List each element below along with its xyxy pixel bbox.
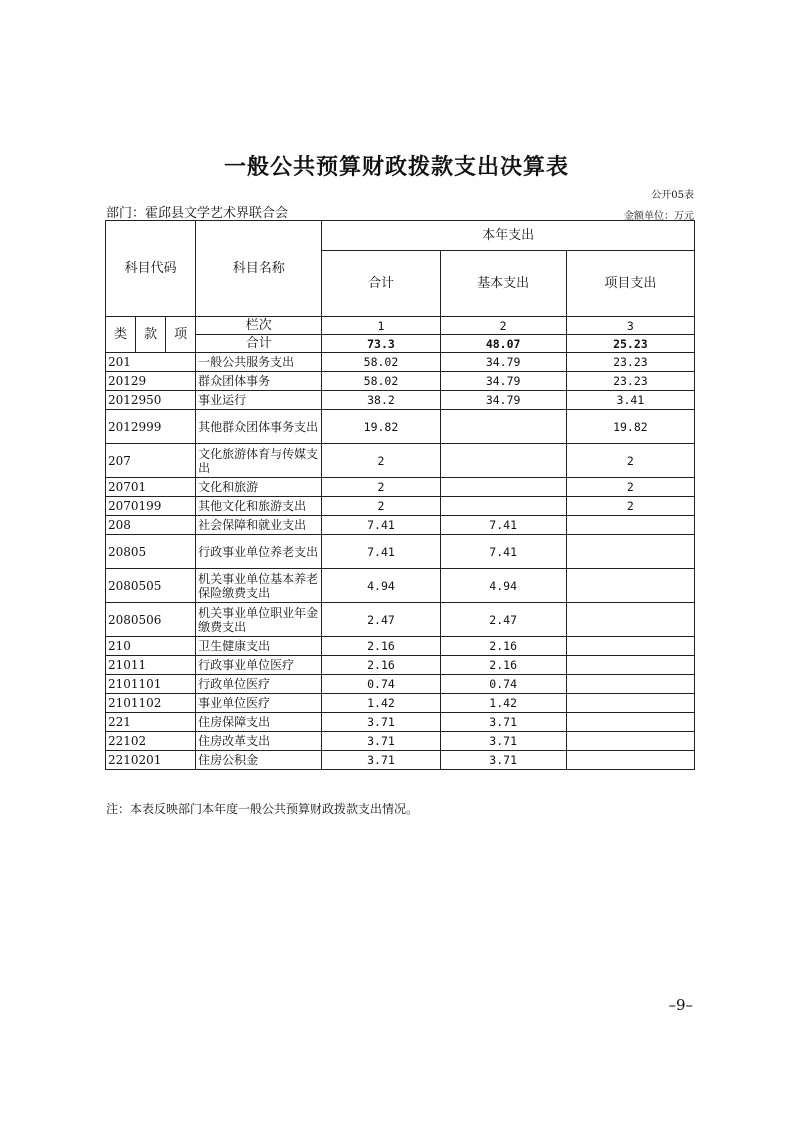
row-name: 行政事业单位医疗 bbox=[196, 656, 322, 675]
row-code: 2080506 bbox=[106, 603, 196, 637]
header-total: 合计 bbox=[322, 251, 440, 317]
column-number-1: 1 bbox=[322, 317, 440, 335]
row-total: 2 bbox=[322, 478, 440, 497]
header-name: 科目名称 bbox=[196, 221, 322, 317]
row-total: 58.02 bbox=[322, 353, 440, 372]
row-project bbox=[566, 656, 694, 675]
row-project bbox=[566, 535, 694, 569]
row-code: 2101101 bbox=[106, 675, 196, 694]
table-row bbox=[106, 713, 695, 732]
row-basic bbox=[440, 410, 566, 444]
row-name: 其他群众团体事务支出 bbox=[196, 410, 322, 444]
row-basic: 3.71 bbox=[440, 713, 566, 732]
table-row bbox=[106, 478, 695, 497]
row-code: 210 bbox=[106, 637, 196, 656]
row-name: 群众团体事务 bbox=[196, 372, 322, 391]
row-basic: 4.94 bbox=[440, 569, 566, 603]
row-code: 2210201 bbox=[106, 751, 196, 770]
row-code: 22102 bbox=[106, 732, 196, 751]
header-code: 科目代码 bbox=[106, 221, 196, 317]
row-total: 38.2 bbox=[322, 391, 440, 410]
row-code: 21011 bbox=[106, 656, 196, 675]
row-basic bbox=[440, 444, 566, 478]
row-total: 3.71 bbox=[322, 713, 440, 732]
row-project bbox=[566, 751, 694, 770]
table-row bbox=[106, 675, 695, 694]
row-project: 23.23 bbox=[566, 353, 694, 372]
table-row bbox=[106, 656, 695, 675]
table-row bbox=[106, 603, 695, 637]
header-project: 项目支出 bbox=[566, 251, 694, 317]
row-basic: 2.47 bbox=[440, 603, 566, 637]
row-project bbox=[566, 637, 694, 656]
row-name: 行政单位医疗 bbox=[196, 675, 322, 694]
row-basic bbox=[440, 478, 566, 497]
row-project: 19.82 bbox=[566, 410, 694, 444]
sum-basic: 48.07 bbox=[440, 335, 566, 353]
column-number-3: 3 bbox=[566, 317, 694, 335]
table-row bbox=[106, 569, 695, 603]
row-basic: 34.79 bbox=[440, 372, 566, 391]
row-project bbox=[566, 569, 694, 603]
header-lei: 类 bbox=[106, 317, 136, 353]
department-label: 部门：霍邱县文学艺术界联合会 bbox=[106, 206, 289, 221]
table-row bbox=[106, 732, 695, 751]
row-total: 4.94 bbox=[322, 569, 440, 603]
row-code: 2012950 bbox=[106, 391, 196, 410]
row-code: 2080505 bbox=[106, 569, 196, 603]
row-name: 事业运行 bbox=[196, 391, 322, 410]
row-name: 事业单位医疗 bbox=[196, 694, 322, 713]
row-project: 2 bbox=[566, 444, 694, 478]
header-current-year: 本年支出 bbox=[322, 221, 695, 251]
row-project: 2 bbox=[566, 478, 694, 497]
row-project: 23.23 bbox=[566, 372, 694, 391]
table-row bbox=[106, 372, 695, 391]
footnote: 注：本表反映部门本年度一般公共预算财政拨款支出情况。 bbox=[106, 802, 419, 816]
row-project: 3.41 bbox=[566, 391, 694, 410]
form-number: 公开05表 bbox=[651, 190, 694, 201]
row-name: 卫生健康支出 bbox=[196, 637, 322, 656]
table-row bbox=[106, 410, 695, 444]
row-basic: 3.71 bbox=[440, 732, 566, 751]
column-number-2: 2 bbox=[440, 317, 566, 335]
row-total: 3.71 bbox=[322, 751, 440, 770]
table-row bbox=[106, 497, 695, 516]
row-name: 文化和旅游 bbox=[196, 478, 322, 497]
row-total: 19.82 bbox=[322, 410, 440, 444]
row-basic: 0.74 bbox=[440, 675, 566, 694]
row-code: 2012999 bbox=[106, 410, 196, 444]
row-code: 208 bbox=[106, 516, 196, 535]
row-total: 2 bbox=[322, 497, 440, 516]
row-basic: 3.71 bbox=[440, 751, 566, 770]
row-basic: 7.41 bbox=[440, 535, 566, 569]
row-name: 机关事业单位基本养老保险缴费支出 bbox=[196, 569, 322, 603]
table-row bbox=[106, 444, 695, 478]
row-total: 2.16 bbox=[322, 637, 440, 656]
table-row bbox=[106, 637, 695, 656]
header-kuan: 款 bbox=[136, 317, 166, 353]
row-total: 2 bbox=[322, 444, 440, 478]
row-total: 3.71 bbox=[322, 732, 440, 751]
row-name: 住房改革支出 bbox=[196, 732, 322, 751]
row-total: 58.02 bbox=[322, 372, 440, 391]
row-name: 住房保障支出 bbox=[196, 713, 322, 732]
sum-project: 25.23 bbox=[566, 335, 694, 353]
table-row bbox=[106, 391, 695, 410]
row-project bbox=[566, 603, 694, 637]
row-code: 2070199 bbox=[106, 497, 196, 516]
table-row bbox=[106, 516, 695, 535]
row-project bbox=[566, 713, 694, 732]
row-basic: 34.79 bbox=[440, 353, 566, 372]
row-total: 0.74 bbox=[322, 675, 440, 694]
row-total: 1.42 bbox=[322, 694, 440, 713]
row-code: 2101102 bbox=[106, 694, 196, 713]
sum-label: 合计 bbox=[196, 335, 322, 353]
row-code: 201 bbox=[106, 353, 196, 372]
row-project: 2 bbox=[566, 497, 694, 516]
table-row bbox=[106, 535, 695, 569]
row-basic bbox=[440, 497, 566, 516]
page-title: 一般公共预算财政拨款支出决算表 bbox=[223, 155, 569, 180]
row-code: 20805 bbox=[106, 535, 196, 569]
row-total: 2.47 bbox=[322, 603, 440, 637]
expenditure-table bbox=[105, 220, 695, 770]
header-basic: 基本支出 bbox=[440, 251, 566, 317]
row-basic: 2.16 bbox=[440, 637, 566, 656]
row-code: 20129 bbox=[106, 372, 196, 391]
row-project bbox=[566, 516, 694, 535]
row-name: 社会保障和就业支出 bbox=[196, 516, 322, 535]
row-total: 2.16 bbox=[322, 656, 440, 675]
column-label: 栏次 bbox=[196, 317, 322, 335]
row-basic: 1.42 bbox=[440, 694, 566, 713]
row-code: 20701 bbox=[106, 478, 196, 497]
table-row bbox=[106, 353, 695, 372]
page-number: –9– bbox=[668, 996, 693, 1014]
row-name: 行政事业单位养老支出 bbox=[196, 535, 322, 569]
row-name: 住房公积金 bbox=[196, 751, 322, 770]
unit-label: 金额单位：万元 bbox=[624, 211, 694, 222]
table-row bbox=[106, 694, 695, 713]
row-name: 其他文化和旅游支出 bbox=[196, 497, 322, 516]
row-project bbox=[566, 732, 694, 751]
row-project bbox=[566, 675, 694, 694]
table-row bbox=[106, 751, 695, 770]
row-name: 一般公共服务支出 bbox=[196, 353, 322, 372]
row-total: 7.41 bbox=[322, 516, 440, 535]
sum-total: 73.3 bbox=[322, 335, 440, 353]
row-basic: 7.41 bbox=[440, 516, 566, 535]
header-xiang: 项 bbox=[166, 317, 196, 353]
row-code: 221 bbox=[106, 713, 196, 732]
row-name: 文化旅游体育与传媒支出 bbox=[196, 444, 322, 478]
row-total: 7.41 bbox=[322, 535, 440, 569]
row-basic: 2.16 bbox=[440, 656, 566, 675]
row-basic: 34.79 bbox=[440, 391, 566, 410]
row-name: 机关事业单位职业年金缴费支出 bbox=[196, 603, 322, 637]
row-project bbox=[566, 694, 694, 713]
row-code: 207 bbox=[106, 444, 196, 478]
